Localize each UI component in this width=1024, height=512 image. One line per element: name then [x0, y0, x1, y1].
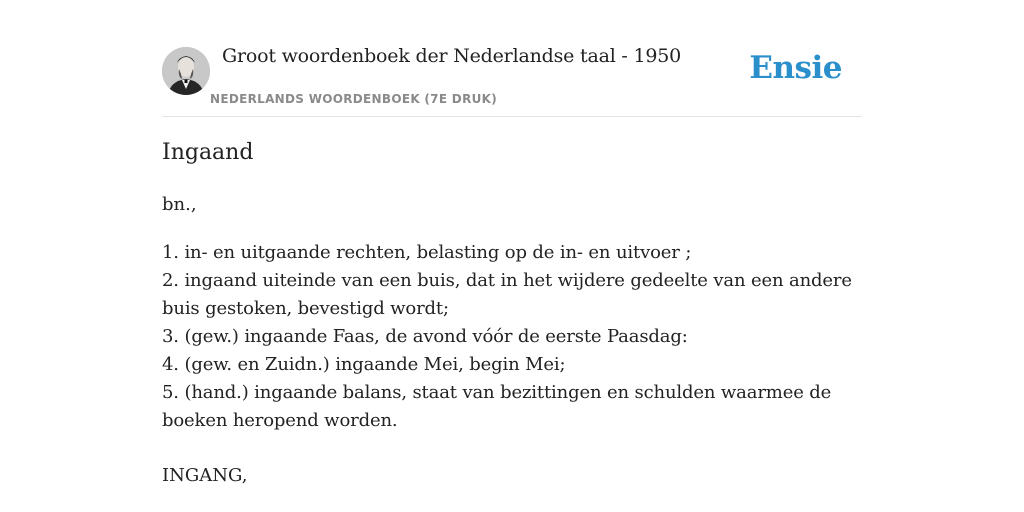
sense-item: 5. (hand.) ingaande balans, staat van bezittingen en schulden waarmee de boeken heropend worden. [162, 382, 832, 431]
senses-list [162, 239, 868, 435]
header [162, 0, 862, 117]
author-avatar [162, 47, 210, 95]
book-subtitle[interactable]: NEDERLANDS WOORDENBOEK (7E DRUK) [210, 92, 498, 106]
sense-item: 4. (gew. en Zuidn.) ingaande Mei, begin Mei; [162, 354, 566, 375]
sense-item: 3. (gew.) ingaande Faas, de avond vóór de eerste Paasdag: [162, 326, 688, 347]
book-title[interactable]: Groot woordenboek der Nederlandse taal - 1950 [222, 45, 682, 67]
headword: Ingaand [162, 140, 254, 165]
sense-item: 1. in- en uitgaande rechten, belasting op de in- en uitvoer ; [162, 242, 692, 263]
part-of-speech: bn., [162, 194, 197, 215]
sense-item: 2. ingaand uiteinde van een buis, dat in het wijdere gedeelte van een andere buis gestoken, bevestigd wordt; [162, 270, 852, 319]
brand-logo[interactable]: Ensie [749, 50, 842, 86]
next-headword: INGANG, [162, 465, 248, 486]
